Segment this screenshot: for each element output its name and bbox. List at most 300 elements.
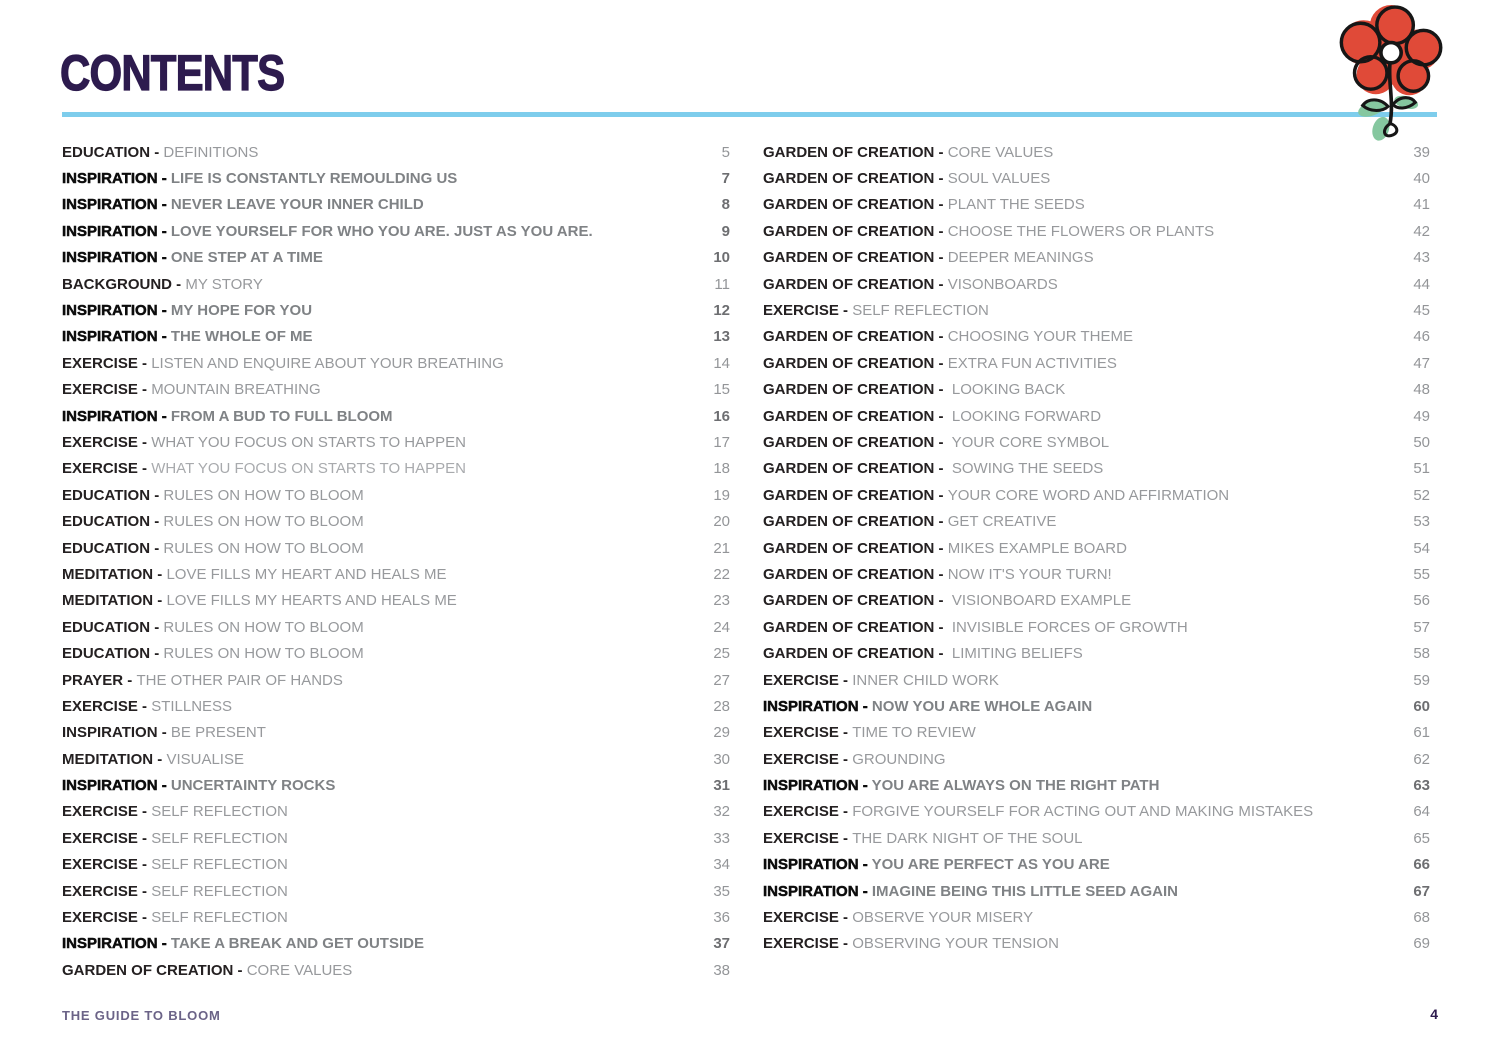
toc-entry (763, 904, 1430, 930)
toc-entry-title: DEEPER MEANINGS (947, 250, 1094, 266)
toc-entry-text (763, 699, 1092, 714)
toc-entry-page-number: 50 (1413, 433, 1430, 451)
toc-entry-category: EXERCISE - (62, 355, 152, 371)
toc-entry-category: EXERCISE - (763, 751, 853, 767)
toc-entry-text (62, 673, 343, 688)
toc-entry-title: SELF REFLECTION (151, 910, 288, 926)
toc-entry-title: LOVE FILLS MY HEART AND HEALS ME (166, 566, 447, 582)
toc-entry (763, 693, 1430, 719)
toc-entry (62, 561, 730, 587)
toc-entry-category: EDUCATION - (62, 540, 164, 556)
toc-entry (763, 245, 1430, 271)
toc-entry-category: EXERCISE - (62, 804, 152, 820)
toc-entry (763, 825, 1430, 851)
toc-entry-category: GARDEN OF CREATION - (763, 408, 948, 424)
toc-entry-text (62, 277, 263, 292)
toc-entry-text (763, 409, 1101, 424)
toc-entry-category: INSPIRATION - (763, 883, 872, 899)
toc-entry (62, 429, 730, 455)
toc-entry-title: LOVE YOURSELF FOR WHO YOU ARE. JUST AS YOU ARE. (170, 223, 593, 239)
toc-entry (62, 799, 730, 825)
toc-entry-text (763, 197, 1085, 212)
toc-entry-category: EDUCATION - (62, 514, 164, 530)
toc-entry-text (763, 593, 1131, 608)
toc-entry-category: EXERCISE - (763, 303, 853, 319)
toc-entry-page-number: 40 (1413, 170, 1430, 188)
toc-entry-category: INSPIRATION - (62, 197, 171, 213)
toc-entry-title: OBSERVING YOUR TENSION (852, 936, 1059, 952)
toc-entry-text (763, 224, 1214, 239)
toc-entry-title: INVISIBLE FORCES OF GROWTH (947, 619, 1188, 635)
toc-entry-text (62, 620, 364, 635)
toc-entry-page-number: 8 (721, 196, 730, 214)
toc-entry-category: EXERCISE - (62, 883, 152, 899)
toc-entry-category: EDUCATION - (62, 646, 164, 662)
toc-entry-category: EXERCISE - (763, 672, 853, 688)
toc-entry-page-number: 11 (714, 275, 730, 293)
toc-entry-text (763, 936, 1059, 951)
toc-entry-text (62, 963, 352, 978)
toc-entry (763, 588, 1430, 614)
toc-entry (62, 535, 730, 561)
toc-entry-page-number: 47 (1413, 354, 1430, 372)
toc-entry-text (763, 646, 1083, 661)
toc-entry (62, 772, 730, 798)
toc-entry-text (763, 461, 1103, 476)
toc-entry (763, 377, 1430, 403)
toc-entry-text (763, 831, 1083, 846)
toc-entry-page-number: 13 (713, 328, 730, 346)
toc-entry (62, 693, 730, 719)
toc-entry-text (62, 303, 312, 318)
toc-entry-category: INSPIRATION - (62, 936, 171, 952)
toc-entry-category: GARDEN OF CREATION - (763, 197, 948, 213)
toc-entry-category: EXERCISE - (763, 725, 853, 741)
toc-entry (62, 403, 730, 429)
toc-entry-text (763, 329, 1133, 344)
toc-entry-category: GARDEN OF CREATION - (763, 566, 948, 582)
toc-entry-text (763, 620, 1188, 635)
toc-entry-category: EXERCISE - (763, 804, 853, 820)
toc-entry-category: INSPIRATION - (62, 408, 171, 424)
toc-entry (763, 350, 1430, 376)
toc-entry-text (62, 409, 393, 424)
toc-entry-page-number: 5 (721, 143, 730, 161)
toc-entry-category: EXERCISE - (62, 910, 152, 926)
toc-entry-title: VISUALISE (166, 751, 244, 767)
toc-entry-category: INSPIRATION - (62, 303, 171, 319)
toc-entry-page-number: 32 (713, 803, 730, 821)
toc-entry-title: RULES ON HOW TO BLOOM (163, 514, 364, 530)
toc-entry (763, 139, 1430, 165)
toc-entry (763, 799, 1430, 825)
toc-entry-title: NOW IT'S YOUR TURN! (947, 566, 1112, 582)
toc-entry-page-number: 33 (713, 829, 730, 847)
toc-entry-page-number: 39 (1413, 143, 1430, 161)
toc-entry-title: YOU ARE ALWAYS ON THE RIGHT PATH (871, 778, 1160, 794)
toc-entry-page-number: 62 (1413, 750, 1430, 768)
toc-entry-text (62, 725, 266, 740)
toc-entry (62, 271, 730, 297)
toc-entry-title: SELF REFLECTION (151, 804, 288, 820)
toc-entry-title: MY STORY (185, 276, 263, 292)
toc-entry (763, 429, 1430, 455)
toc-entry (763, 667, 1430, 693)
toc-entry (62, 165, 730, 191)
toc-entry (62, 904, 730, 930)
toc-right-column (763, 139, 1430, 957)
toc-entry-text (62, 910, 288, 925)
toc-entry-category: MEDITATION - (62, 751, 167, 767)
toc-entry-page-number: 18 (713, 460, 730, 478)
toc-entry-page-number: 60 (1413, 697, 1430, 715)
toc-entry (62, 614, 730, 640)
toc-entry (62, 931, 730, 957)
toc-entry-title: THE WHOLE OF ME (170, 329, 313, 345)
toc-entry-page-number: 25 (713, 645, 730, 663)
toc-entry-text (763, 145, 1053, 160)
toc-entry-page-number: 58 (1413, 645, 1430, 663)
toc-entry-text (763, 277, 1058, 292)
toc-entry (62, 324, 730, 350)
toc-entry (62, 746, 730, 772)
toc-entry-title: VISIONBOARD EXAMPLE (947, 593, 1132, 609)
toc-entry-text (62, 145, 258, 160)
toc-entry (62, 350, 730, 376)
toc-entry-title: ONE STEP AT A TIME (170, 250, 323, 266)
toc-entry-title: LIFE IS CONSTANTLY REMOULDING US (170, 171, 458, 187)
toc-entry-category: INSPIRATION - (62, 725, 171, 741)
toc-entry-title: THE OTHER PAIR OF HANDS (136, 672, 343, 688)
toc-entry-page-number: 23 (713, 592, 730, 610)
toc-entry-title: CHOOSING YOUR THEME (947, 329, 1134, 345)
toc-entry (62, 218, 730, 244)
toc-entry-page-number: 49 (1413, 407, 1430, 425)
toc-entry-title: LISTEN AND ENQUIRE ABOUT YOUR BREATHING (151, 355, 504, 371)
toc-entry-text (62, 250, 323, 265)
toc-entry-title: TAKE A BREAK AND GET OUTSIDE (170, 936, 424, 952)
toc-entry-title: NOW YOU ARE WHOLE AGAIN (871, 698, 1093, 714)
toc-entry (763, 614, 1430, 640)
toc-entry-text (62, 646, 364, 661)
toc-entry-page-number: 66 (1413, 856, 1430, 874)
toc-entry-category: EXERCISE - (763, 910, 853, 926)
toc-entry-page-number: 31 (713, 777, 730, 795)
toc-entry (62, 878, 730, 904)
toc-entry-page-number: 12 (713, 302, 730, 320)
toc-entry-title: GROUNDING (852, 751, 946, 767)
toc-entry-title: FORGIVE YOURSELF FOR ACTING OUT AND MAKING MISTAKES (852, 804, 1314, 820)
toc-entry-title: LOOKING BACK (947, 382, 1066, 398)
toc-entry-page-number: 44 (1413, 275, 1430, 293)
toc-entry-title: IMAGINE BEING THIS LITTLE SEED AGAIN (871, 883, 1179, 899)
toc-entry-text (763, 382, 1065, 397)
toc-entry-page-number: 36 (713, 909, 730, 927)
toc-entry (763, 535, 1430, 561)
toc-entry-category: GARDEN OF CREATION - (763, 487, 948, 503)
toc-entry (763, 878, 1430, 904)
toc-entry-page-number: 56 (1413, 592, 1430, 610)
toc-entry-text (62, 541, 364, 556)
toc-entry-text (62, 514, 364, 529)
toc-entry-title: THE DARK NIGHT OF THE SOUL (852, 830, 1083, 846)
toc-entry-text (763, 356, 1117, 371)
toc-entry (62, 377, 730, 403)
toc-entry (763, 561, 1430, 587)
toc-entry-category: EXERCISE - (62, 461, 152, 477)
toc-entry-category: INSPIRATION - (62, 223, 171, 239)
toc-entry-category: INSPIRATION - (62, 171, 171, 187)
toc-entry-page-number: 64 (1413, 803, 1430, 821)
toc-entry-text (763, 910, 1033, 925)
toc-entry (62, 720, 730, 746)
toc-entry (62, 852, 730, 878)
toc-entry-title: INNER CHILD WORK (852, 672, 999, 688)
toc-entry (62, 588, 730, 614)
toc-entry (62, 667, 730, 693)
toc-entry-title: SOUL VALUES (947, 171, 1051, 187)
toc-entry-page-number: 55 (1413, 565, 1430, 583)
toc-entry-category: EXERCISE - (763, 830, 853, 846)
toc-entry (763, 720, 1430, 746)
toc-entry-text (763, 778, 1159, 793)
toc-entry-title: WHAT YOU FOCUS ON STARTS TO HAPPEN (151, 461, 466, 477)
toc-entry-page-number: 51 (1413, 460, 1430, 478)
toc-entry-category: GARDEN OF CREATION - (763, 461, 948, 477)
toc-entry-page-number: 67 (1413, 882, 1430, 900)
toc-entry-title: NEVER LEAVE YOUR INNER CHILD (170, 197, 424, 213)
toc-entry-category: GARDEN OF CREATION - (763, 329, 948, 345)
toc-entry (763, 271, 1430, 297)
toc-entry-page-number: 29 (713, 724, 730, 742)
toc-entry-text (62, 936, 424, 951)
toc-entry (62, 139, 730, 165)
toc-entry-title: YOUR CORE WORD AND AFFIRMATION (947, 487, 1230, 503)
toc-entry-page-number: 20 (713, 513, 730, 531)
toc-entry-text (763, 514, 1056, 529)
toc-entry-page-number: 37 (713, 935, 730, 953)
toc-entry-title: YOUR CORE SYMBOL (947, 434, 1110, 450)
toc-entry-title: RULES ON HOW TO BLOOM (163, 646, 364, 662)
toc-entry-title: SELF REFLECTION (151, 857, 288, 873)
toc-entry-title: WHAT YOU FOCUS ON STARTS TO HAPPEN (151, 434, 466, 450)
toc-entry-category: INSPIRATION - (763, 698, 872, 714)
footer-page-number: 4 (1430, 1006, 1438, 1022)
toc-entry-title: SELF REFLECTION (852, 303, 989, 319)
toc-entry-page-number: 59 (1413, 671, 1430, 689)
toc-entry (763, 482, 1430, 508)
toc-entry-category: GARDEN OF CREATION - (763, 593, 948, 609)
toc-entry-page-number: 52 (1413, 486, 1430, 504)
toc-entry-text (62, 567, 447, 582)
toc-entry-page-number: 54 (1413, 539, 1430, 557)
toc-entry-page-number: 24 (713, 618, 730, 636)
toc-entry-page-number: 22 (713, 565, 730, 583)
toc-entry-page-number: 14 (713, 354, 730, 372)
toc-entry-text (62, 382, 321, 397)
toc-entry-category: GARDEN OF CREATION - (763, 355, 948, 371)
toc-entry-category: EXERCISE - (62, 698, 152, 714)
toc-entry-category: INSPIRATION - (62, 329, 171, 345)
toc-entry-text (763, 752, 946, 767)
toc-entry-category: BACKGROUND - (62, 276, 186, 292)
toc-entry-text (763, 488, 1229, 503)
toc-entry-title: DEFINITIONS (163, 144, 259, 160)
toc-entry (763, 772, 1430, 798)
toc-entry-text (62, 461, 466, 476)
toc-entry-category: GARDEN OF CREATION - (763, 382, 948, 398)
toc-entry-page-number: 34 (713, 856, 730, 874)
toc-entry-text (62, 857, 288, 872)
toc-entry-category: EXERCISE - (62, 830, 152, 846)
toc-entry-title: RULES ON HOW TO BLOOM (163, 619, 364, 635)
toc-entry-page-number: 53 (1413, 513, 1430, 531)
toc-entry-text (763, 804, 1313, 819)
page-title: CONTENTS (60, 45, 285, 101)
toc-entry-category: MEDITATION - (62, 566, 167, 582)
flower-center (1381, 43, 1401, 63)
toc-entry-category: EDUCATION - (62, 487, 164, 503)
toc-entry-category: EXERCISE - (62, 434, 152, 450)
toc-entry-category: EXERCISE - (62, 857, 152, 873)
toc-entry-text (62, 197, 424, 212)
toc-entry-page-number: 46 (1413, 328, 1430, 346)
toc-entry-page-number: 45 (1413, 302, 1430, 320)
toc-entry-page-number: 30 (713, 750, 730, 768)
toc-entry-page-number: 65 (1413, 829, 1430, 847)
flower-doodle-icon (1332, 4, 1446, 146)
toc-entry-title: CORE VALUES (947, 144, 1054, 160)
toc-entry (763, 746, 1430, 772)
toc-entry (62, 297, 730, 323)
toc-entry-title: TIME TO REVIEW (852, 725, 976, 741)
toc-entry-category: EXERCISE - (763, 936, 853, 952)
toc-entry-title: FROM A BUD TO FULL BLOOM (170, 408, 393, 424)
toc-entry-page-number: 61 (1413, 724, 1430, 742)
toc-entry-text (62, 831, 288, 846)
toc-entry-text (62, 804, 288, 819)
toc-entry-page-number: 16 (713, 407, 730, 425)
toc-entry (62, 640, 730, 666)
toc-entry-text (763, 541, 1127, 556)
toc-entry-category: INSPIRATION - (763, 778, 872, 794)
toc-entry (62, 245, 730, 271)
toc-entry (763, 165, 1430, 191)
toc-entry-category: GARDEN OF CREATION - (763, 646, 948, 662)
toc-entry (763, 403, 1430, 429)
toc-entry-page-number: 10 (713, 249, 730, 267)
toc-entry-page-number: 42 (1413, 222, 1430, 240)
toc-entry-category: GARDEN OF CREATION - (62, 962, 247, 978)
toc-entry-title: BE PRESENT (170, 725, 266, 741)
toc-entry-text (763, 884, 1178, 899)
toc-entry-category: GARDEN OF CREATION - (763, 144, 948, 160)
toc-entry-category: INSPIRATION - (763, 857, 872, 873)
toc-entry-page-number: 63 (1413, 777, 1430, 795)
toc-left-column (62, 139, 730, 984)
toc-entry-title: EXTRA FUN ACTIVITIES (947, 355, 1117, 371)
toc-entry-text (62, 884, 288, 899)
toc-entry-page-number: 19 (713, 486, 730, 504)
toc-entry-page-number: 57 (1413, 618, 1430, 636)
toc-entry-title: RULES ON HOW TO BLOOM (163, 487, 364, 503)
toc-entry-title: UNCERTAINTY ROCKS (170, 778, 336, 794)
toc-entry (62, 508, 730, 534)
toc-entry-page-number: 38 (713, 961, 730, 979)
toc-entry-category: EDUCATION - (62, 144, 164, 160)
toc-entry-title: LOVE FILLS MY HEARTS AND HEALS ME (166, 593, 457, 609)
toc-entry-text (62, 329, 313, 344)
toc-entry (763, 192, 1430, 218)
toc-entry-title: CHOOSE THE FLOWERS OR PLANTS (947, 223, 1215, 239)
toc-entry (763, 456, 1430, 482)
toc-entry-text (763, 435, 1109, 450)
toc-entry-title: YOU ARE PERFECT AS YOU ARE (871, 857, 1110, 873)
toc-entry-text (763, 673, 999, 688)
toc-entry-category: GARDEN OF CREATION - (763, 250, 948, 266)
toc-entry-title: STILLNESS (151, 698, 233, 714)
toc-entry-text (62, 435, 466, 450)
toc-entry-page-number: 28 (713, 697, 730, 715)
footer-book-title: THE GUIDE TO BLOOM (62, 1008, 221, 1023)
toc-entry-category: EXERCISE - (62, 382, 152, 398)
toc-entry-page-number: 43 (1413, 249, 1430, 267)
toc-entry-title: PLANT THE SEEDS (947, 197, 1085, 213)
toc-entry-page-number: 9 (721, 222, 730, 240)
toc-entry (763, 852, 1430, 878)
toc-entry-category: GARDEN OF CREATION - (763, 171, 948, 187)
toc-entry-page-number: 68 (1413, 909, 1430, 927)
toc-entry-text (763, 567, 1112, 582)
toc-entry-text (62, 778, 335, 793)
toc-entry (763, 931, 1430, 957)
toc-entry-title: MOUNTAIN BREATHING (151, 382, 321, 398)
toc-entry-title: LIMITING BELIEFS (947, 646, 1083, 662)
toc-entry-page-number: 21 (713, 539, 730, 557)
toc-entry-category: GARDEN OF CREATION - (763, 514, 948, 530)
toc-entry-text (62, 356, 504, 371)
toc-entry-text (62, 171, 457, 186)
toc-entry-text (62, 752, 244, 767)
toc-entry-category: GARDEN OF CREATION - (763, 276, 948, 292)
toc-entry-category: MEDITATION - (62, 593, 167, 609)
toc-entry-page-number: 7 (721, 170, 730, 188)
toc-entry-title: MIKES EXAMPLE BOARD (947, 540, 1127, 556)
toc-entry (763, 324, 1430, 350)
toc-entry (763, 297, 1430, 323)
toc-entry-title: OBSERVE YOUR MISERY (852, 910, 1034, 926)
toc-entry-category: GARDEN OF CREATION - (763, 223, 948, 239)
toc-entry-page-number: 15 (713, 381, 730, 399)
toc-entry-page-number: 35 (713, 882, 730, 900)
toc-entry (763, 508, 1430, 534)
toc-entry-category: GARDEN OF CREATION - (763, 619, 948, 635)
toc-entry-text (763, 250, 1094, 265)
toc-entry-text (62, 488, 364, 503)
toc-entry-title: RULES ON HOW TO BLOOM (163, 540, 364, 556)
toc-entry-text (62, 593, 457, 608)
toc-entry-title: SELF REFLECTION (151, 883, 288, 899)
toc-entry (62, 192, 730, 218)
toc-entry-title: CORE VALUES (246, 962, 353, 978)
toc-entry-page-number: 48 (1413, 381, 1430, 399)
toc-entry-category: GARDEN OF CREATION - (763, 434, 948, 450)
toc-entry-title: LOOKING FORWARD (947, 408, 1102, 424)
toc-entry-title: SELF REFLECTION (151, 830, 288, 846)
divider-line (62, 112, 1437, 117)
toc-entry-category: INSPIRATION - (62, 250, 171, 266)
toc-entry (763, 218, 1430, 244)
